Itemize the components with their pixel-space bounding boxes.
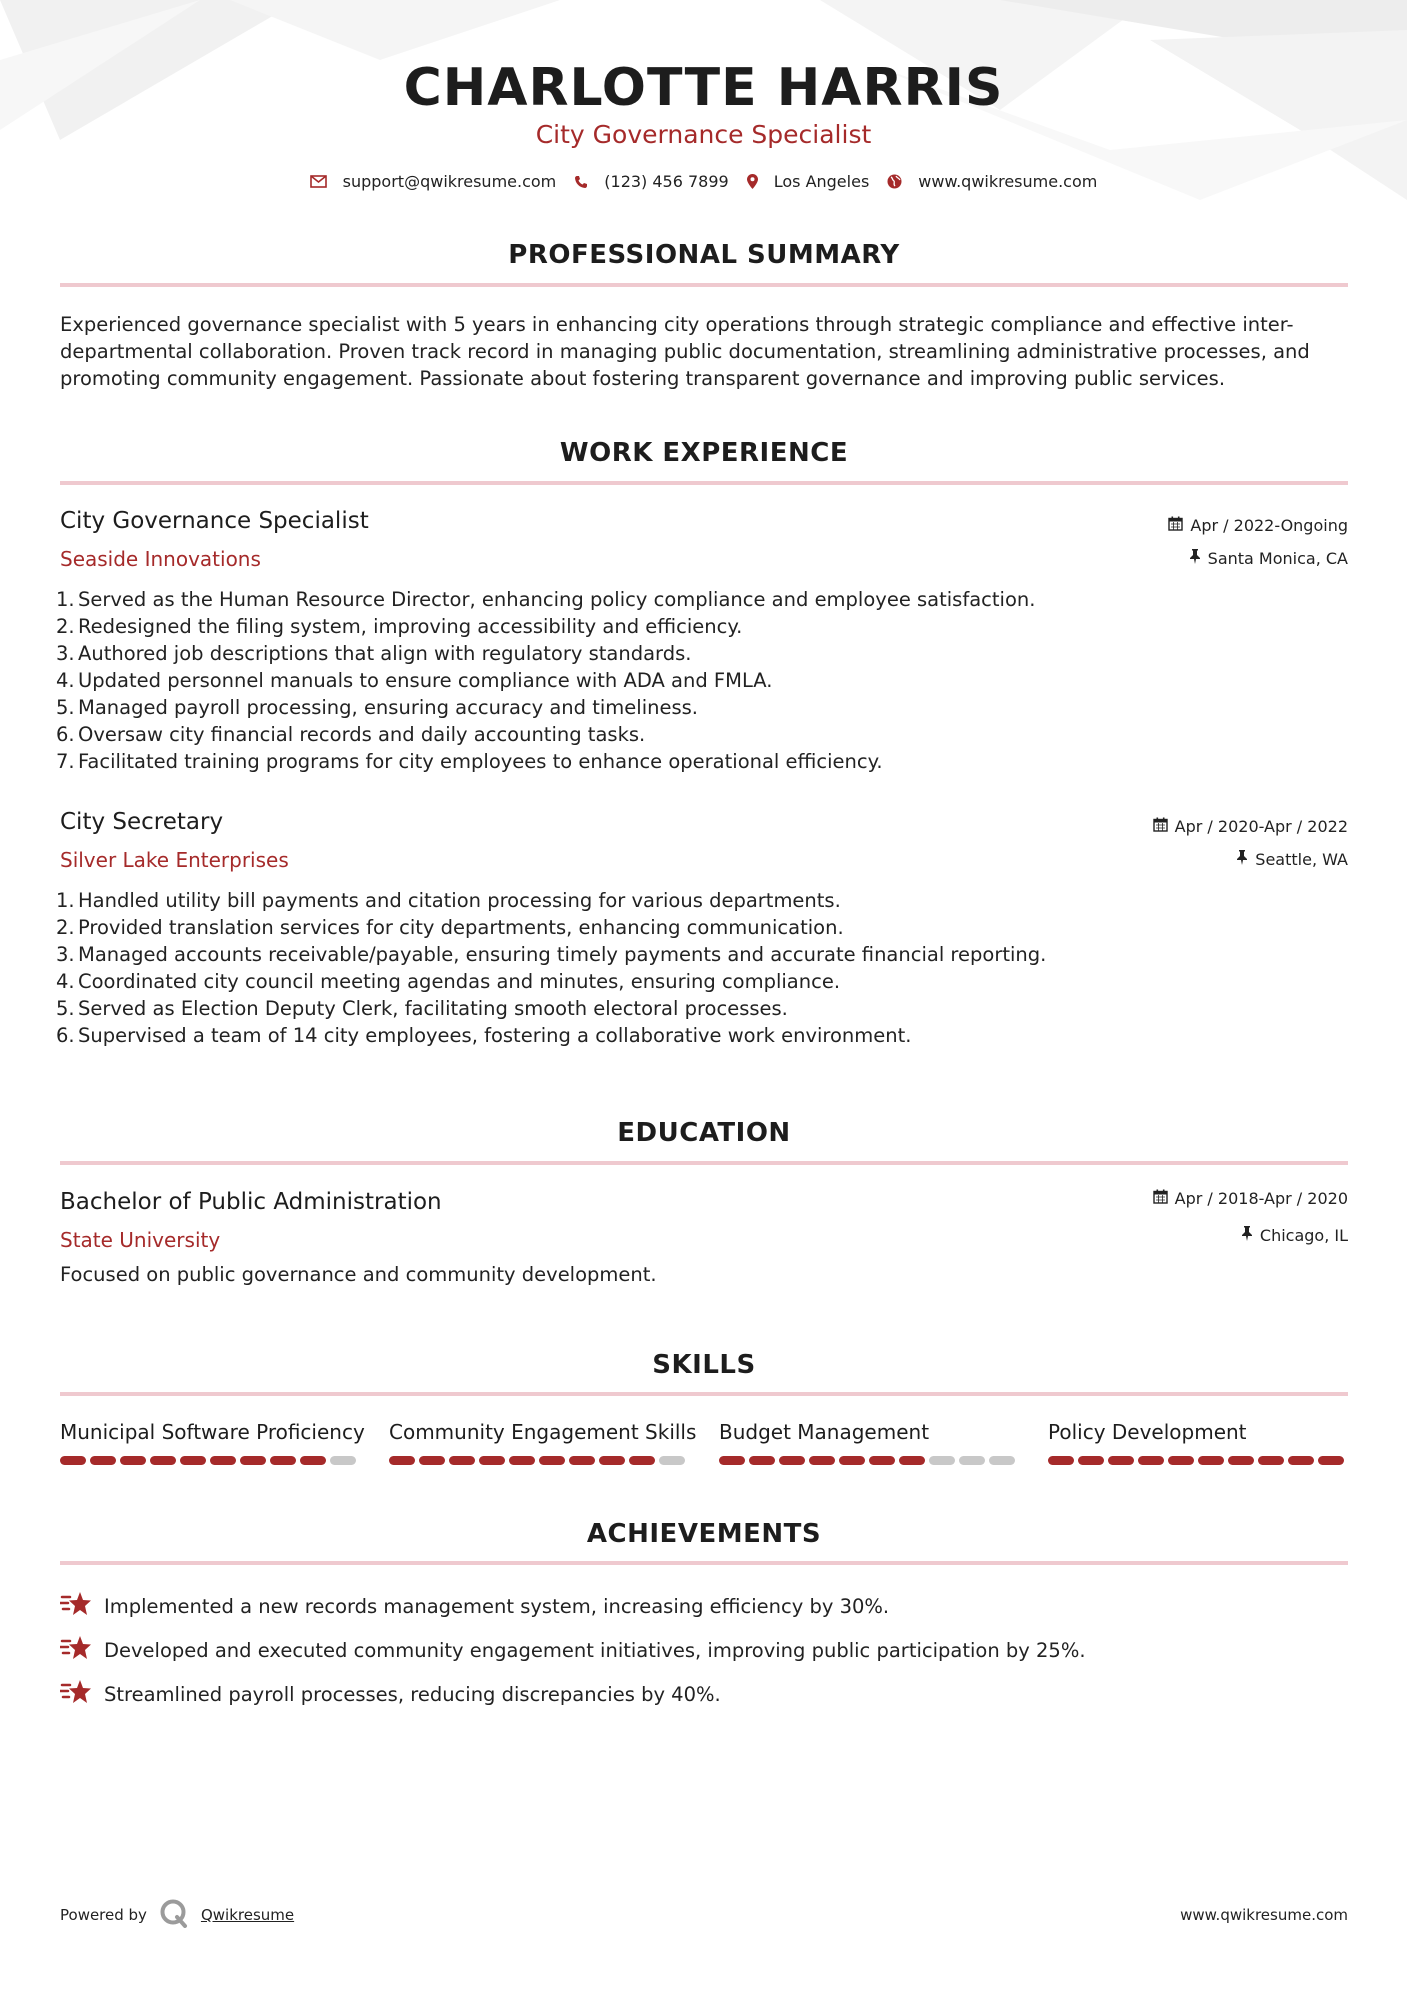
job-company: Silver Lake Enterprises bbox=[60, 848, 289, 872]
achievement-text: Streamlined payroll processes, reducing discrepancies by 40%. bbox=[104, 1683, 721, 1706]
job-responsibilities bbox=[56, 586, 1035, 775]
list-item: 6. Oversaw city financial records and daily accounting tasks. bbox=[56, 723, 646, 746]
list-item: 4. Updated personnel manuals to ensure compliance with ADA and FMLA. bbox=[56, 669, 773, 692]
skill-level-segment bbox=[869, 1456, 895, 1465]
list-item: 5. Served as Election Deputy Clerk, facilitating smooth electoral processes. bbox=[56, 997, 788, 1020]
envelope-icon bbox=[310, 175, 327, 188]
skill-item bbox=[60, 1420, 365, 1465]
skill-level-segment bbox=[300, 1456, 326, 1465]
skill-item bbox=[389, 1420, 697, 1465]
calendar-icon bbox=[1153, 1189, 1168, 1208]
experience-heading: WORK EXPERIENCE bbox=[559, 438, 849, 468]
skill-level-segment bbox=[959, 1456, 985, 1465]
skill-level-segment bbox=[719, 1456, 745, 1465]
skill-level-segment bbox=[120, 1456, 146, 1465]
powered-by-label: Powered by bbox=[60, 1906, 147, 1924]
job-company: Seaside Innovations bbox=[60, 547, 261, 571]
list-item: 1. Served as the Human Resource Director, enhancing policy compliance and employee satisfaction. bbox=[56, 588, 1036, 611]
skill-level-segment bbox=[270, 1456, 296, 1465]
website-text: www.qwikresume.com bbox=[918, 172, 1098, 191]
pushpin-icon bbox=[1236, 850, 1248, 869]
skill-level-segment bbox=[210, 1456, 236, 1465]
list-item: 6. Supervised a team of 14 city employees, fostering a collaborative work environment. bbox=[56, 1024, 912, 1047]
skill-level-segment bbox=[1318, 1456, 1344, 1465]
list-item: 5. Managed payroll processing, ensuring accuracy and timeliness. bbox=[56, 696, 699, 719]
job-dates-text: Apr / 2020-Apr / 2022 bbox=[1174, 817, 1348, 836]
skill-level-segment bbox=[1078, 1456, 1104, 1465]
achievement-text: Developed and executed community engagement initiatives, improving public participation by 25%. bbox=[104, 1639, 1086, 1662]
degree-title: Bachelor of Public Administration bbox=[60, 1189, 442, 1215]
achievement-item bbox=[60, 1678, 721, 1711]
education-location bbox=[1241, 1226, 1348, 1245]
contact-phone[interactable] bbox=[574, 172, 728, 191]
education-dates bbox=[1153, 1189, 1348, 1208]
skill-level-segment bbox=[1048, 1456, 1074, 1465]
achievement-text: Implemented a new records management system, increasing efficiency by 30%. bbox=[104, 1595, 890, 1618]
skill-item bbox=[1048, 1420, 1348, 1465]
contact-website[interactable] bbox=[887, 172, 1097, 191]
skill-level-segment bbox=[479, 1456, 505, 1465]
skill-level-segment bbox=[180, 1456, 206, 1465]
education-dates-text: Apr / 2018-Apr / 2020 bbox=[1174, 1189, 1348, 1208]
skill-level-bar bbox=[60, 1456, 360, 1465]
education-heading: EDUCATION bbox=[617, 1118, 791, 1148]
skill-level-segment bbox=[419, 1456, 445, 1465]
calendar-icon bbox=[1168, 516, 1183, 535]
skill-level-segment bbox=[60, 1456, 86, 1465]
skill-level-segment bbox=[539, 1456, 565, 1465]
summary-line: promoting community engagement. Passionate about fostering transparent governance and improving public services. bbox=[60, 367, 1226, 390]
list-item: 2. Redesigned the filing system, improving accessibility and efficiency. bbox=[56, 615, 743, 638]
job-responsibilities bbox=[56, 887, 1046, 1049]
list-item: 3. Managed accounts receivable/payable, ensuring timely payments and accurate financial reporting. bbox=[56, 943, 1047, 966]
job-dates bbox=[1153, 817, 1348, 836]
skill-level-segment bbox=[569, 1456, 595, 1465]
skill-level-segment bbox=[809, 1456, 835, 1465]
skill-level-segment bbox=[389, 1456, 415, 1465]
job-location-text: Seattle, WA bbox=[1255, 850, 1348, 869]
skill-level-segment bbox=[1138, 1456, 1164, 1465]
achievement-item bbox=[60, 1590, 889, 1623]
job-location bbox=[1189, 549, 1348, 568]
list-item: 1. Handled utility bill payments and citation processing for various departments. bbox=[56, 889, 841, 912]
list-item: 2. Provided translation services for city departments, enhancing communication. bbox=[56, 916, 844, 939]
skill-name: Budget Management bbox=[719, 1420, 930, 1444]
skill-level-segment bbox=[779, 1456, 805, 1465]
skill-level-bar bbox=[719, 1456, 1019, 1465]
shooting-star-icon bbox=[60, 1678, 92, 1711]
section-divider bbox=[60, 283, 1348, 287]
achievements-heading: ACHIEVEMENTS bbox=[586, 1519, 822, 1549]
skill-level-bar bbox=[1048, 1456, 1348, 1465]
shooting-star-icon bbox=[60, 1590, 92, 1623]
skill-level-bar bbox=[389, 1456, 689, 1465]
candidate-title: City Governance Specialist bbox=[535, 120, 872, 149]
education-location-text: Chicago, IL bbox=[1259, 1226, 1348, 1245]
email-text: support@qwikresume.com bbox=[342, 172, 557, 191]
footer-website[interactable]: www.qwikresume.com bbox=[1180, 1906, 1348, 1924]
list-item: 3. Authored job descriptions that align with regulatory standards. bbox=[56, 642, 692, 665]
list-item: 4. Coordinated city council meeting agendas and minutes, ensuring compliance. bbox=[56, 970, 841, 993]
pushpin-icon bbox=[1189, 549, 1201, 568]
footer-powered-by bbox=[60, 1898, 294, 1932]
skill-level-segment bbox=[330, 1456, 356, 1465]
qwikresume-link[interactable]: Qwikresume bbox=[200, 1906, 295, 1924]
skill-level-segment bbox=[599, 1456, 625, 1465]
skill-level-segment bbox=[629, 1456, 655, 1465]
summary-line: Experienced governance specialist with 5 years in enhancing city operations through strategic compliance and effective inter- bbox=[60, 313, 1294, 336]
skill-level-segment bbox=[659, 1456, 685, 1465]
skill-name: Policy Development bbox=[1048, 1420, 1247, 1444]
skill-level-segment bbox=[929, 1456, 955, 1465]
skill-level-segment bbox=[989, 1456, 1015, 1465]
skill-level-segment bbox=[1168, 1456, 1194, 1465]
summary-line: departmental collaboration. Proven track record in managing public documentation, streamlining administrative processes, and bbox=[60, 340, 1310, 363]
skill-level-segment bbox=[240, 1456, 266, 1465]
globe-icon bbox=[887, 174, 902, 189]
job-dates bbox=[1168, 516, 1348, 535]
list-item: 7. Facilitated training programs for city employees to enhance operational efficiency. bbox=[56, 750, 883, 773]
phone-icon bbox=[574, 175, 588, 189]
skill-level-segment bbox=[749, 1456, 775, 1465]
location-text: Los Angeles bbox=[773, 172, 870, 191]
section-divider bbox=[60, 1561, 1348, 1565]
skill-name: Community Engagement Skills bbox=[389, 1420, 697, 1444]
section-divider bbox=[60, 1392, 1348, 1396]
summary-heading: PROFESSIONAL SUMMARY bbox=[508, 240, 900, 270]
achievement-item bbox=[60, 1634, 1086, 1667]
contact-bar bbox=[0, 172, 1407, 191]
skill-item bbox=[719, 1420, 1019, 1465]
calendar-icon bbox=[1153, 817, 1168, 836]
job-title: City Secretary bbox=[60, 809, 224, 835]
contact-location bbox=[747, 172, 870, 191]
skills-heading: SKILLS bbox=[652, 1350, 756, 1380]
skill-level-segment bbox=[899, 1456, 925, 1465]
map-pin-icon bbox=[747, 174, 758, 189]
skill-level-segment bbox=[1288, 1456, 1314, 1465]
section-divider bbox=[60, 1161, 1348, 1165]
skill-level-segment bbox=[1258, 1456, 1284, 1465]
skill-level-segment bbox=[449, 1456, 475, 1465]
skill-level-segment bbox=[839, 1456, 865, 1465]
phone-text: (123) 456 7899 bbox=[604, 172, 729, 191]
school-name: State University bbox=[60, 1228, 221, 1252]
skill-level-segment bbox=[1228, 1456, 1254, 1465]
contact-email[interactable] bbox=[310, 172, 557, 191]
education-description: Focused on public governance and community development. bbox=[60, 1263, 657, 1286]
skill-name: Municipal Software Proficiency bbox=[60, 1420, 365, 1444]
candidate-name: CHARLOTTE HARRIS bbox=[403, 58, 1004, 118]
shooting-star-icon bbox=[60, 1634, 92, 1667]
job-title: City Governance Specialist bbox=[60, 508, 369, 534]
summary-text bbox=[60, 311, 1360, 392]
qwikresume-logo-icon bbox=[159, 1898, 189, 1932]
skill-level-segment bbox=[1198, 1456, 1224, 1465]
skill-level-segment bbox=[1108, 1456, 1134, 1465]
skill-level-segment bbox=[509, 1456, 535, 1465]
section-divider bbox=[60, 481, 1348, 485]
job-dates-text: Apr / 2022-Ongoing bbox=[1190, 516, 1348, 535]
skill-level-segment bbox=[150, 1456, 176, 1465]
skill-level-segment bbox=[90, 1456, 116, 1465]
job-location-text: Santa Monica, CA bbox=[1207, 549, 1348, 568]
pushpin-icon bbox=[1241, 1226, 1253, 1245]
job-location bbox=[1236, 850, 1348, 869]
